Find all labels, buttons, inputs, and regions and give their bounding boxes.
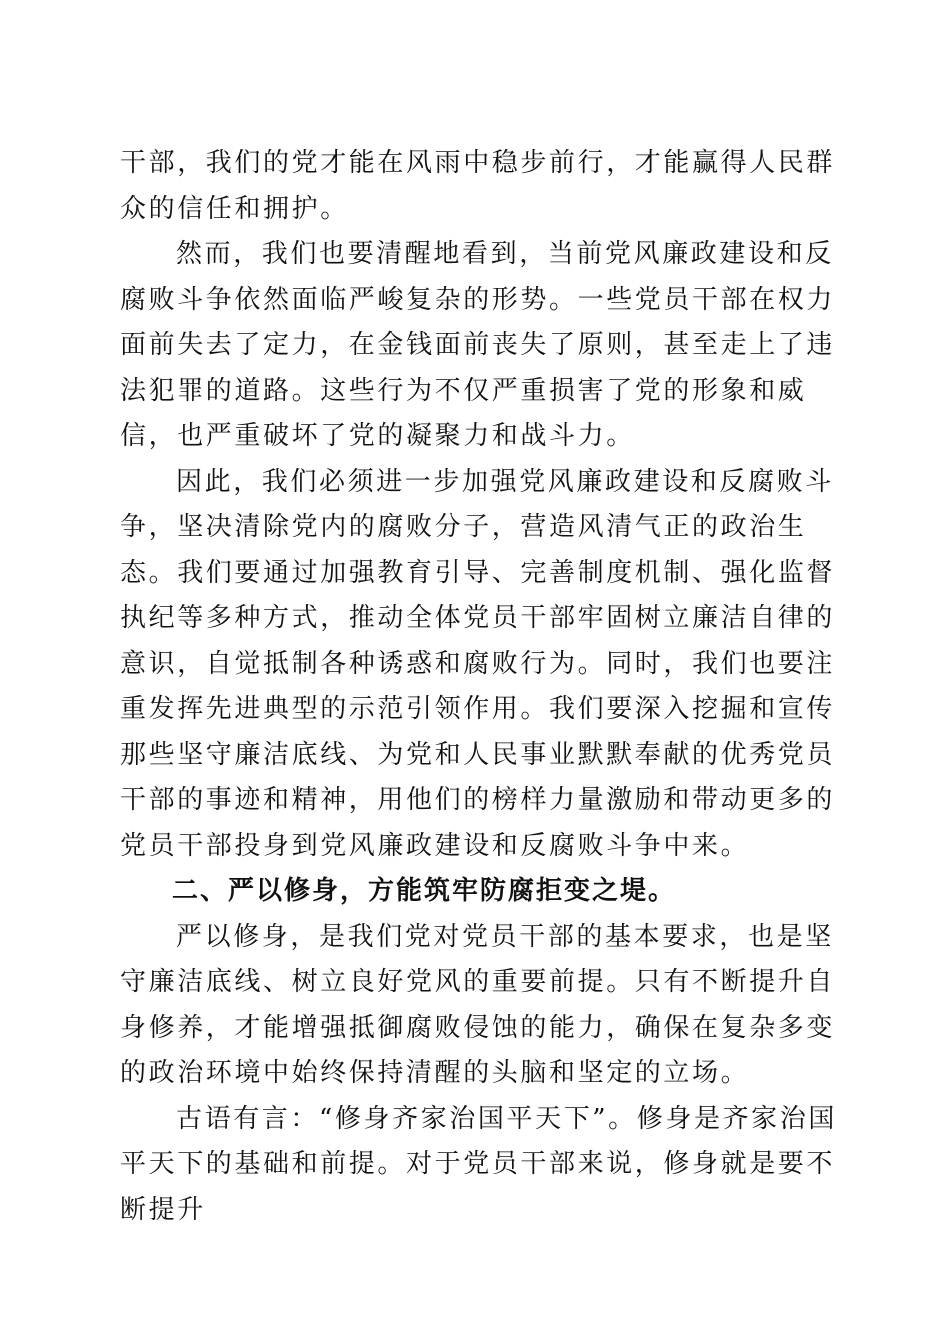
paragraph-continuation: 干部，我们的党才能在风雨中稳步前行，才能赢得人民群众的信任和拥护。: [120, 148, 836, 224]
paragraph-situation: 然而，我们也要清醒地看到，当前党风廉政建设和反腐败斗争依然面临严峻复杂的形势。一些党员干部在权力面前失去了定力，在金钱面前丧失了原则，甚至走上了违法犯罪的道路。这些行为不仅严重损害了党的形象和威信，也严重破坏了党的凝聚力和战斗力。: [120, 239, 836, 451]
section-heading: 二、严以修身，方能筑牢防腐拒变之堤。: [172, 876, 677, 906]
document-body: [120, 141, 838, 1233]
paragraph-self-cultivation: 严以修身，是我们党对党员干部的基本要求，也是坚守廉洁底线、树立良好党风的重要前提。只有不断提升自身修养，才能增强抵御腐败侵蚀的能力，确保在复杂多变的政治环境中始终保持清醒的头脑和坚定的立场。: [120, 921, 836, 1088]
paragraph-ancient-saying: 古语有言：“修身齐家治国平天下”。修身是齐家治国平天下的基础和前提。对于党员干部来说，修身就是要不断提升: [120, 1103, 837, 1225]
paragraph-measures: 因此，我们必须进一步加强党风廉政建设和反腐败斗争，坚决清除党内的腐败分子，营造风清气正的政治生态。我们要通过加强教育引导、完善制度机制、强化监督执纪等多种方式，推动全体党员干部牢固树立廉洁自律的意识，自觉抵制各种诱惑和腐败行为。同时，我们也要注重发挥先进典型的示范引领作用。我们要深入挖掘和宣传那些坚守廉洁底线、为党和人民事业默默奉献的优秀党员干部的事迹和精神，用他们的榜样力量激励和带动更多的党员干部投身到党风廉政建设和反腐败斗争中来。: [120, 466, 836, 861]
